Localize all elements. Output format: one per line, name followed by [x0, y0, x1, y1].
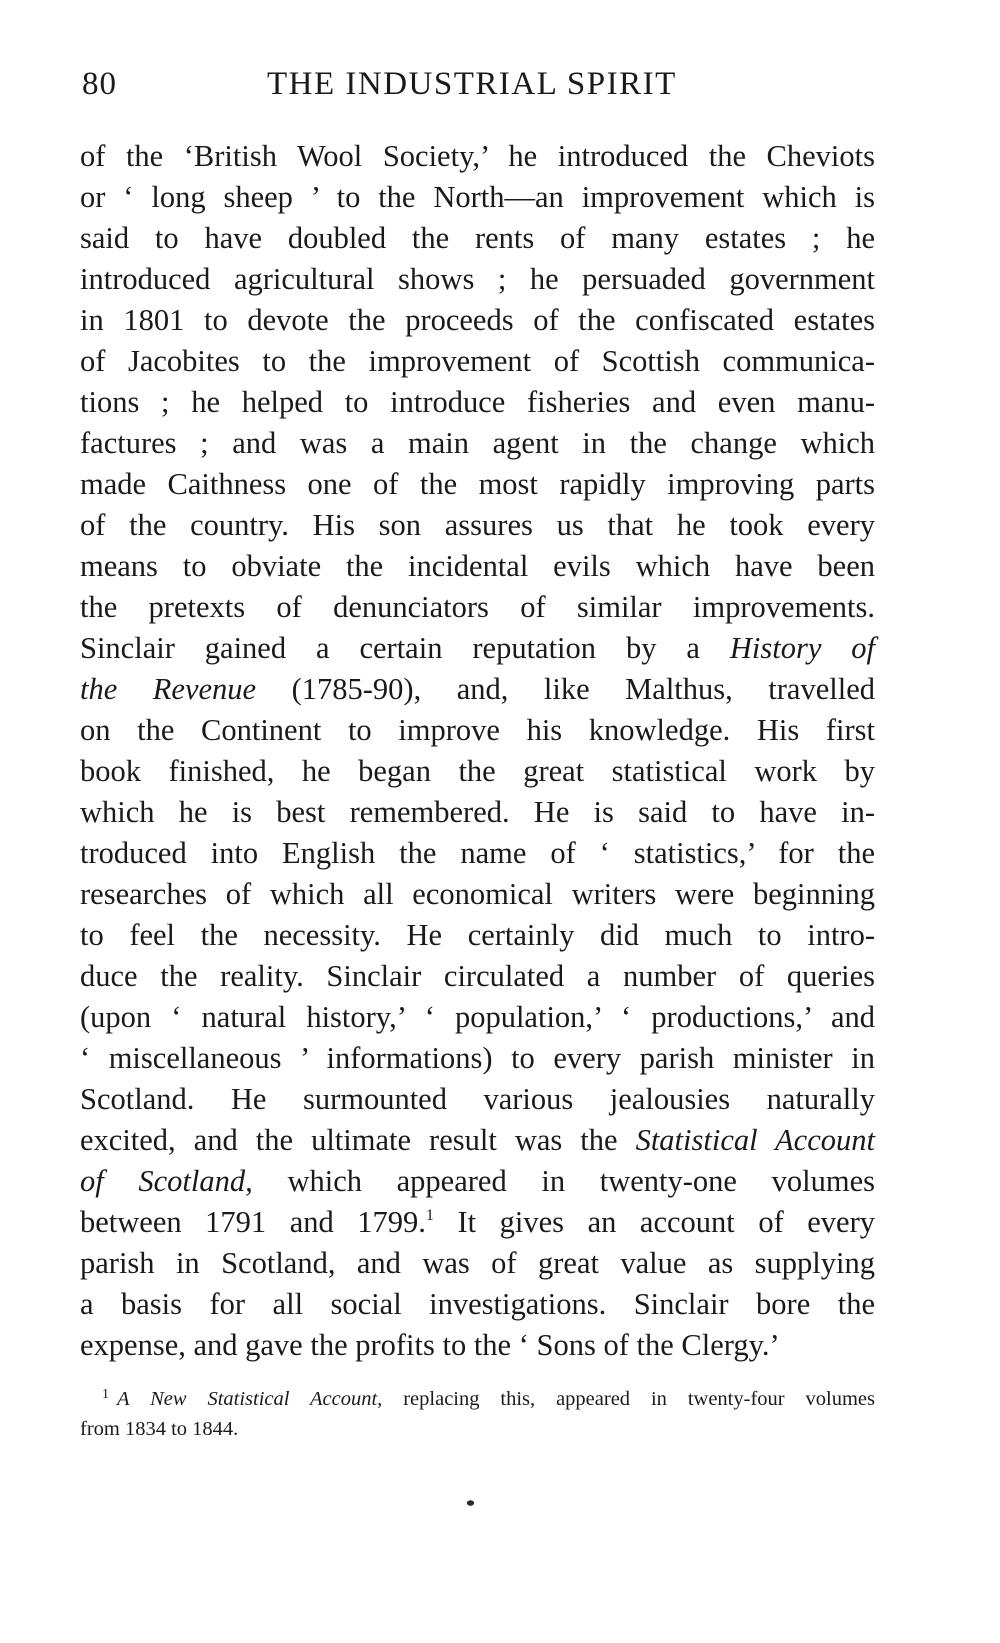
- text-line: of the ‘British Wool Society,’ he introduced the Cheviots: [80, 139, 875, 173]
- page-number: 80: [82, 66, 117, 102]
- text-line: Scotland. He surmounted various jealousies naturally: [80, 1082, 875, 1116]
- footnote-reference: 1: [425, 1207, 434, 1224]
- text-line: on the Continent to improve his knowledge. His first: [80, 713, 875, 747]
- text-line: troduced into English the name of ‘ statistics,’ for the: [80, 836, 875, 870]
- text-line: in 1801 to devote the proceeds of the confiscated estates: [80, 303, 875, 337]
- text-line: said to have doubled the rents of many estates ; he: [80, 221, 875, 255]
- footnote-text: replacing this, appeared in twenty-four volumes: [403, 1388, 875, 1410]
- text-line: [80, 669, 875, 710]
- footnote: [80, 1384, 875, 1444]
- text-segment: which appeared in twenty-one volumes: [287, 1164, 875, 1198]
- ink-mark-icon: [466, 1499, 475, 1507]
- text-line: duce the reality. Sinclair circulated a number of queries: [80, 959, 875, 993]
- body-text: [80, 136, 875, 1366]
- footnote-marker: 1: [102, 1387, 109, 1402]
- text-line: which he is best remembered. He is said to have in-: [80, 795, 875, 829]
- text-segment: excited, and the ultimate result was the: [80, 1123, 618, 1157]
- text-segment: It gives an account of every: [457, 1205, 876, 1239]
- text-line: [80, 1161, 875, 1202]
- text-line: [80, 1202, 875, 1243]
- text-line: introduced agricultural shows ; he persuaded government: [80, 262, 875, 296]
- footnote-title: A New Statistical Account,: [117, 1388, 383, 1410]
- text-line: expense, and gave the profits to the ‘ Sons of the Clergy.’: [80, 1328, 780, 1362]
- text-line: [80, 628, 875, 669]
- text-line: means to obviate the incidental evils which have been: [80, 549, 875, 583]
- footnote-line: from 1834 to 1844.: [80, 1418, 239, 1440]
- footnote-line: [80, 1384, 875, 1414]
- italic-title: History of: [729, 631, 876, 665]
- text-segment: between 1791 and 1799.: [80, 1205, 426, 1239]
- text-line: factures ; and was a main agent in the change which: [80, 426, 875, 460]
- text-line: or ‘ long sheep ’ to the North—an improvement which is: [80, 180, 875, 214]
- text-segment: Sinclair gained a certain reputation by a: [80, 631, 700, 665]
- text-line: of the country. His son assures us that he took every: [80, 508, 875, 542]
- page-header: [82, 66, 882, 114]
- italic-title: the Revenue: [80, 672, 257, 706]
- text-segment: (1785-90), and, like Malthus, travelled: [291, 672, 875, 706]
- text-line: researches of which all economical writers were beginning: [80, 877, 875, 911]
- text-line: to feel the necessity. He certainly did much to intro-: [80, 918, 875, 952]
- text-line: of Jacobites to the improvement of Scottish communica-: [80, 344, 875, 378]
- running-title: THE INDUSTRIAL SPIRIT: [267, 66, 677, 102]
- text-line: a basis for all social investigations. Sinclair bore the: [80, 1287, 875, 1321]
- italic-title: Statistical Account: [635, 1123, 875, 1157]
- text-line: (upon ‘ natural history,’ ‘ population,’ ‘ productions,’ and: [80, 1000, 875, 1034]
- text-line: tions ; he helped to introduce fisheries and even manu-: [80, 385, 875, 419]
- text-line: ‘ miscellaneous ’ informations) to every parish minister in: [80, 1041, 875, 1075]
- text-line: [80, 1120, 875, 1161]
- text-line: the pretexts of denunciators of similar improvements.: [80, 590, 875, 624]
- text-line: made Caithness one of the most rapidly improving parts: [80, 467, 875, 501]
- text-line: book finished, he began the great statistical work by: [80, 754, 875, 788]
- italic-title: of Scotland,: [80, 1164, 253, 1198]
- text-line: parish in Scotland, and was of great value as supplying: [80, 1246, 875, 1280]
